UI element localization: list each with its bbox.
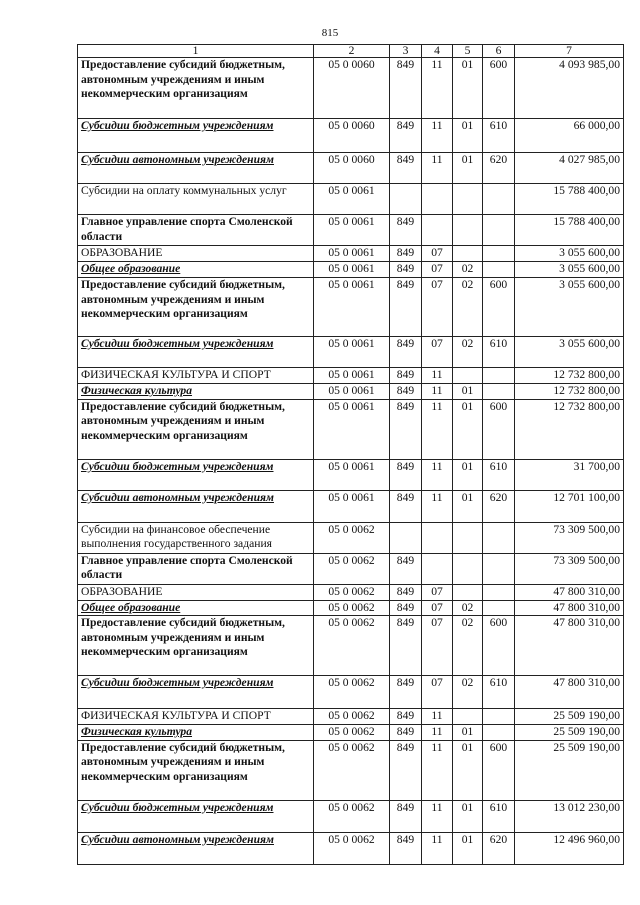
row-section: 11: [422, 459, 453, 490]
table-row: [78, 384, 624, 400]
row-target-article: 05 0 0061: [314, 337, 390, 368]
row-section: 11: [422, 490, 453, 522]
table-row: [78, 584, 624, 600]
row-target-article: 05 0 0062: [314, 616, 390, 676]
row-grbs: 849: [390, 740, 422, 800]
row-expense-type: [483, 215, 515, 246]
row-target-article: 05 0 0061: [314, 490, 390, 522]
row-expense-type: [483, 262, 515, 278]
row-subsection: 02: [453, 676, 483, 709]
row-section: 11: [422, 709, 453, 725]
column-header-1: 1: [78, 45, 314, 58]
row-name: Субсидии бюджетным учреждениям: [78, 459, 314, 490]
row-subsection: 01: [453, 459, 483, 490]
row-section: 11: [422, 119, 453, 153]
row-grbs: 849: [390, 368, 422, 384]
column-header-2: 2: [314, 45, 390, 58]
row-subsection: 01: [453, 800, 483, 832]
table-row: [78, 119, 624, 153]
column-header-6: 6: [483, 45, 515, 58]
row-expense-type: [483, 522, 515, 553]
row-section: 11: [422, 153, 453, 184]
table-row: [78, 832, 624, 864]
row-section: [422, 553, 453, 584]
row-grbs: 849: [390, 600, 422, 616]
row-subsection: [453, 553, 483, 584]
row-name: ФИЗИЧЕСКАЯ КУЛЬТУРА И СПОРТ: [78, 368, 314, 384]
row-amount: 73 309 500,00: [515, 553, 624, 584]
row-subsection: 01: [453, 58, 483, 119]
table-row: [78, 215, 624, 246]
row-section: 11: [422, 740, 453, 800]
row-amount: 3 055 600,00: [515, 262, 624, 278]
row-expense-type: 610: [483, 459, 515, 490]
row-expense-type: 610: [483, 676, 515, 709]
row-expense-type: 600: [483, 740, 515, 800]
row-name: Предоставление субсидий бюджетным, автономным учреждениям и иным некоммерческим организациям: [78, 740, 314, 800]
table-row: [78, 153, 624, 184]
table-row: [78, 800, 624, 832]
row-name: Субсидии автономным учреждениям: [78, 832, 314, 864]
row-target-article: 05 0 0061: [314, 184, 390, 215]
row-amount: 31 700,00: [515, 459, 624, 490]
row-target-article: 05 0 0062: [314, 709, 390, 725]
row-section: 11: [422, 832, 453, 864]
row-name: Субсидии на финансовое обеспечение выполнения государственного задания: [78, 522, 314, 553]
row-name: Субсидии автономным учреждениям: [78, 490, 314, 522]
row-expense-type: [483, 584, 515, 600]
row-name: Предоставление субсидий бюджетным, автономным учреждениям и иным некоммерческим организациям: [78, 399, 314, 459]
row-grbs: 849: [390, 58, 422, 119]
row-expense-type: 600: [483, 58, 515, 119]
row-target-article: 05 0 0062: [314, 740, 390, 800]
table-row: [78, 459, 624, 490]
row-section: 11: [422, 399, 453, 459]
row-grbs: 849: [390, 153, 422, 184]
row-section: 07: [422, 262, 453, 278]
table-body: [78, 45, 624, 865]
row-grbs: 849: [390, 246, 422, 262]
table-row: [78, 262, 624, 278]
table-row: [78, 725, 624, 741]
table-row: [78, 522, 624, 553]
row-target-article: 05 0 0061: [314, 459, 390, 490]
row-subsection: 02: [453, 600, 483, 616]
row-expense-type: [483, 384, 515, 400]
row-amount: 12 732 800,00: [515, 384, 624, 400]
row-target-article: 05 0 0061: [314, 384, 390, 400]
row-subsection: 01: [453, 399, 483, 459]
table-row: [78, 278, 624, 337]
row-name: Субсидии бюджетным учреждениям: [78, 676, 314, 709]
row-amount: 3 055 600,00: [515, 337, 624, 368]
row-name: Общее образование: [78, 600, 314, 616]
row-subsection: [453, 368, 483, 384]
row-amount: 4 027 985,00: [515, 153, 624, 184]
row-name: Главное управление спорта Смоленской области: [78, 215, 314, 246]
row-expense-type: [483, 246, 515, 262]
row-target-article: 05 0 0062: [314, 553, 390, 584]
page-number: 815: [321, 27, 339, 39]
table-row: [78, 246, 624, 262]
row-grbs: 849: [390, 337, 422, 368]
row-name: ОБРАЗОВАНИЕ: [78, 246, 314, 262]
row-section: [422, 522, 453, 553]
row-name: Главное управление спорта Смоленской области: [78, 553, 314, 584]
row-expense-type: 600: [483, 399, 515, 459]
table-row: [78, 676, 624, 709]
row-subsection: [453, 246, 483, 262]
row-section: 07: [422, 616, 453, 676]
table-row: [78, 337, 624, 368]
row-target-article: 05 0 0061: [314, 246, 390, 262]
row-expense-type: [483, 553, 515, 584]
row-section: 11: [422, 384, 453, 400]
row-name: Предоставление субсидий бюджетным, автономным учреждениям и иным некоммерческим организациям: [78, 616, 314, 676]
row-subsection: [453, 584, 483, 600]
row-section: 11: [422, 725, 453, 741]
row-target-article: 05 0 0062: [314, 584, 390, 600]
column-header-4: 4: [422, 45, 453, 58]
table-row: [78, 553, 624, 584]
table-row: [78, 740, 624, 800]
row-name: Субсидии бюджетным учреждениям: [78, 800, 314, 832]
table-row: [78, 616, 624, 676]
row-section: [422, 215, 453, 246]
row-grbs: 849: [390, 584, 422, 600]
column-header-3: 3: [390, 45, 422, 58]
table-row: [78, 709, 624, 725]
table-row: [78, 490, 624, 522]
row-section: 11: [422, 800, 453, 832]
table-row: [78, 368, 624, 384]
row-expense-type: 610: [483, 800, 515, 832]
row-amount: 12 701 100,00: [515, 490, 624, 522]
row-amount: 15 788 400,00: [515, 215, 624, 246]
column-header-5: 5: [453, 45, 483, 58]
row-target-article: 05 0 0061: [314, 278, 390, 337]
row-target-article: 05 0 0062: [314, 522, 390, 553]
row-amount: 15 788 400,00: [515, 184, 624, 215]
row-grbs: 849: [390, 676, 422, 709]
table-row: [78, 600, 624, 616]
row-subsection: 01: [453, 119, 483, 153]
row-subsection: 01: [453, 740, 483, 800]
row-target-article: 05 0 0061: [314, 262, 390, 278]
row-subsection: 01: [453, 384, 483, 400]
row-subsection: 02: [453, 262, 483, 278]
row-amount: 47 800 310,00: [515, 616, 624, 676]
row-grbs: 849: [390, 616, 422, 676]
row-amount: 13 012 230,00: [515, 800, 624, 832]
column-header-7: 7: [515, 45, 624, 58]
row-section: 07: [422, 337, 453, 368]
row-subsection: 02: [453, 337, 483, 368]
row-section: [422, 184, 453, 215]
row-target-article: 05 0 0062: [314, 725, 390, 741]
row-grbs: 849: [390, 119, 422, 153]
row-grbs: 849: [390, 215, 422, 246]
row-name: ФИЗИЧЕСКАЯ КУЛЬТУРА И СПОРТ: [78, 709, 314, 725]
row-expense-type: [483, 184, 515, 215]
row-subsection: 01: [453, 153, 483, 184]
row-name: Субсидии на оплату коммунальных услуг: [78, 184, 314, 215]
column-header-row: [78, 45, 624, 58]
row-subsection: 02: [453, 278, 483, 337]
row-expense-type: 600: [483, 278, 515, 337]
row-section: 07: [422, 600, 453, 616]
row-grbs: 849: [390, 725, 422, 741]
row-section: 07: [422, 246, 453, 262]
row-amount: 25 509 190,00: [515, 740, 624, 800]
row-expense-type: 620: [483, 832, 515, 864]
row-grbs: 849: [390, 262, 422, 278]
row-target-article: 05 0 0061: [314, 215, 390, 246]
row-grbs: 849: [390, 278, 422, 337]
row-grbs: 849: [390, 490, 422, 522]
row-amount: 12 496 960,00: [515, 832, 624, 864]
row-section: 11: [422, 58, 453, 119]
row-amount: 25 509 190,00: [515, 709, 624, 725]
row-amount: 73 309 500,00: [515, 522, 624, 553]
row-name: Предоставление субсидий бюджетным, автономным учреждениям и иным некоммерческим организациям: [78, 278, 314, 337]
row-target-article: 05 0 0060: [314, 58, 390, 119]
row-amount: 25 509 190,00: [515, 725, 624, 741]
row-target-article: 05 0 0062: [314, 676, 390, 709]
row-name: Предоставление субсидий бюджетным, автономным учреждениям и иным некоммерческим организациям: [78, 58, 314, 119]
row-section: 11: [422, 368, 453, 384]
row-grbs: 849: [390, 553, 422, 584]
row-grbs: 849: [390, 800, 422, 832]
table-row: [78, 184, 624, 215]
row-grbs: 849: [390, 399, 422, 459]
row-expense-type: 620: [483, 490, 515, 522]
row-name: Физическая культура: [78, 384, 314, 400]
row-subsection: 01: [453, 725, 483, 741]
row-amount: 3 055 600,00: [515, 246, 624, 262]
row-name: Субсидии автономным учреждениям: [78, 153, 314, 184]
table-row: [78, 399, 624, 459]
row-section: 07: [422, 584, 453, 600]
row-expense-type: [483, 725, 515, 741]
row-amount: 47 800 310,00: [515, 676, 624, 709]
row-target-article: 05 0 0062: [314, 800, 390, 832]
row-target-article: 05 0 0060: [314, 119, 390, 153]
row-subsection: [453, 522, 483, 553]
row-target-article: 05 0 0061: [314, 368, 390, 384]
row-name: Субсидии бюджетным учреждениям: [78, 337, 314, 368]
row-amount: 66 000,00: [515, 119, 624, 153]
row-amount: 4 093 985,00: [515, 58, 624, 119]
row-amount: 47 800 310,00: [515, 600, 624, 616]
row-grbs: [390, 184, 422, 215]
row-grbs: 849: [390, 709, 422, 725]
row-expense-type: 620: [483, 153, 515, 184]
row-subsection: [453, 184, 483, 215]
row-name: Физическая культура: [78, 725, 314, 741]
row-grbs: 849: [390, 832, 422, 864]
row-expense-type: 610: [483, 119, 515, 153]
row-subsection: 01: [453, 832, 483, 864]
row-subsection: 02: [453, 616, 483, 676]
row-grbs: 849: [390, 459, 422, 490]
row-amount: 12 732 800,00: [515, 368, 624, 384]
row-subsection: [453, 215, 483, 246]
budget-table: [77, 44, 624, 865]
row-subsection: 01: [453, 490, 483, 522]
row-target-article: 05 0 0061: [314, 399, 390, 459]
row-section: 07: [422, 278, 453, 337]
row-grbs: 849: [390, 384, 422, 400]
row-section: 07: [422, 676, 453, 709]
row-expense-type: [483, 709, 515, 725]
row-amount: 12 732 800,00: [515, 399, 624, 459]
row-target-article: 05 0 0060: [314, 153, 390, 184]
row-target-article: 05 0 0062: [314, 600, 390, 616]
row-grbs: [390, 522, 422, 553]
row-expense-type: [483, 368, 515, 384]
row-name: Субсидии бюджетным учреждениям: [78, 119, 314, 153]
row-name: Общее образование: [78, 262, 314, 278]
table-row: [78, 58, 624, 119]
row-expense-type: [483, 600, 515, 616]
row-expense-type: 610: [483, 337, 515, 368]
row-amount: 47 800 310,00: [515, 584, 624, 600]
row-expense-type: 600: [483, 616, 515, 676]
row-name: ОБРАЗОВАНИЕ: [78, 584, 314, 600]
row-subsection: [453, 709, 483, 725]
row-amount: 3 055 600,00: [515, 278, 624, 337]
row-target-article: 05 0 0062: [314, 832, 390, 864]
